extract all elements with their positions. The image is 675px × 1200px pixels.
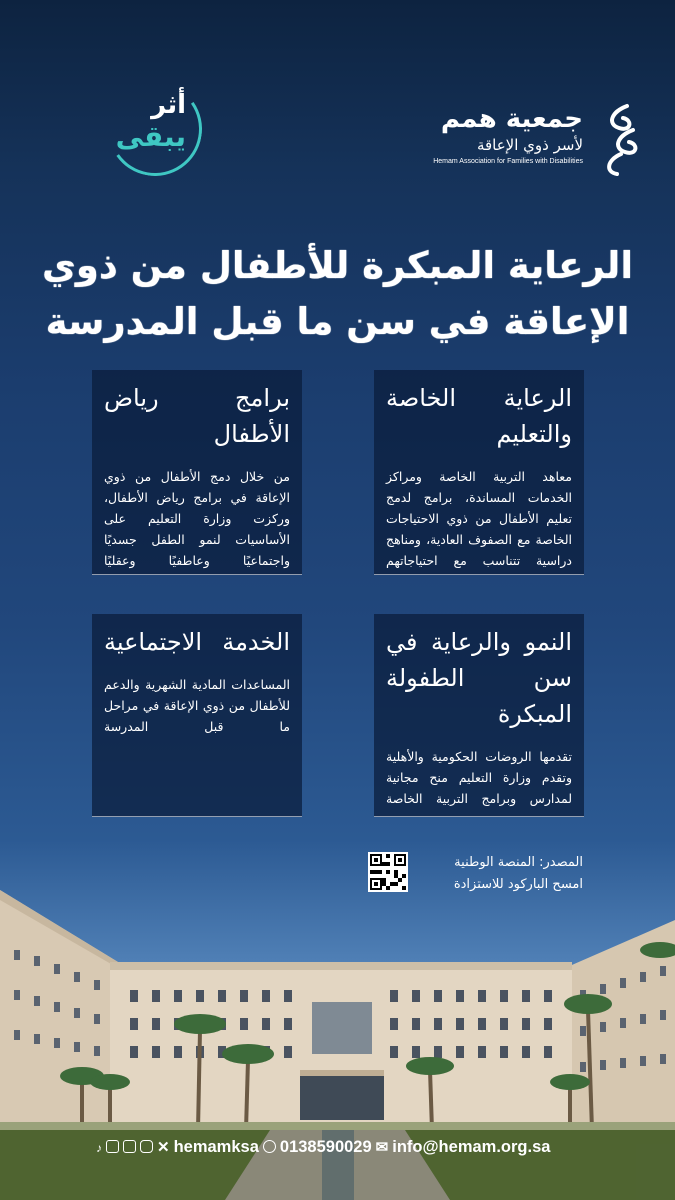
hemam-mark-icon xyxy=(597,100,645,178)
tiktok-icon[interactable]: ♪ xyxy=(96,1140,102,1155)
snapchat-icon[interactable] xyxy=(123,1140,136,1156)
email-icon[interactable]: ✉ xyxy=(375,1138,389,1156)
phone-number[interactable]: 0138590029 xyxy=(279,1138,372,1156)
page-title-line2: الإعاقة في سن ما قبل المدرسة xyxy=(45,300,630,343)
card-body: معاهد التربية الخاصة ومراكز الخدمات المساندة، برامج لدمج تعليم الأطفال من ذوي الاحتياجات الخاصة مع الصفوف العادية، ومناهج دراسية تتناسب مع احتياجاتهم xyxy=(386,469,572,568)
card-body: المساعدات المادية الشهرية والدعم للأطفال من ذوي الإعاقة في مراحل ما قبل المدرسة xyxy=(104,677,290,734)
email-address[interactable]: info@hemam.org.sa xyxy=(392,1138,551,1156)
card-body: من خلال دمج الأطفال من ذوي الإعاقة في برامج رياض الأطفال، وركزت وزارة التعليم على الأساسيات لنمو الطفل جسديًا واجتماعيًا وعاطفيًا وعقليًا xyxy=(104,469,290,568)
card-body: تقدمها الروضات الحكومية والأهلية وتقدم وزارة التعليم منح مجانية لمدارس وبرامج التربية الخاصة xyxy=(386,749,572,806)
school-building-illustration xyxy=(0,890,675,1150)
source-line2: امسح الباركود للاستزادة xyxy=(453,877,583,892)
social-handle[interactable]: hemamksa xyxy=(173,1138,259,1156)
card-heading: النمو والرعاية في سن الطفولة المبكرة xyxy=(386,628,572,728)
organization-subtitle: لأسر ذوي الإعاقة xyxy=(476,136,583,154)
youtube-icon[interactable] xyxy=(106,1140,119,1156)
campaign-logo-line2: يبقى xyxy=(115,120,186,153)
qr-code-icon xyxy=(370,854,406,890)
whatsapp-icon[interactable] xyxy=(263,1140,276,1156)
organization-name-english: Hemam Association for Families with Disabilities xyxy=(433,158,583,165)
organization-name: جمعية همم xyxy=(440,104,583,134)
page-title xyxy=(40,238,635,350)
campaign-logo xyxy=(108,82,204,178)
source-line1: المصدر: المنصة الوطنية xyxy=(454,855,583,870)
card-early-childhood-growth xyxy=(374,614,584,817)
qr-code[interactable] xyxy=(368,852,408,892)
card-special-care-education xyxy=(374,370,584,575)
card-heading: برامج رياض الأطفال xyxy=(104,384,290,448)
x-icon[interactable]: ✕ xyxy=(157,1138,170,1156)
instagram-icon[interactable] xyxy=(140,1140,153,1156)
organization-logo xyxy=(345,100,645,180)
card-social-service xyxy=(92,614,302,817)
card-kindergarten-programs xyxy=(92,370,302,575)
contact-bar xyxy=(96,1138,550,1157)
page-title-line1: الرعاية المبكرة للأطفال من ذوي xyxy=(41,244,634,287)
campaign-logo-line1: أثر xyxy=(151,90,186,120)
card-heading: الخدمة الاجتماعية xyxy=(104,628,290,656)
card-heading: الرعاية الخاصة والتعليم xyxy=(386,384,572,448)
